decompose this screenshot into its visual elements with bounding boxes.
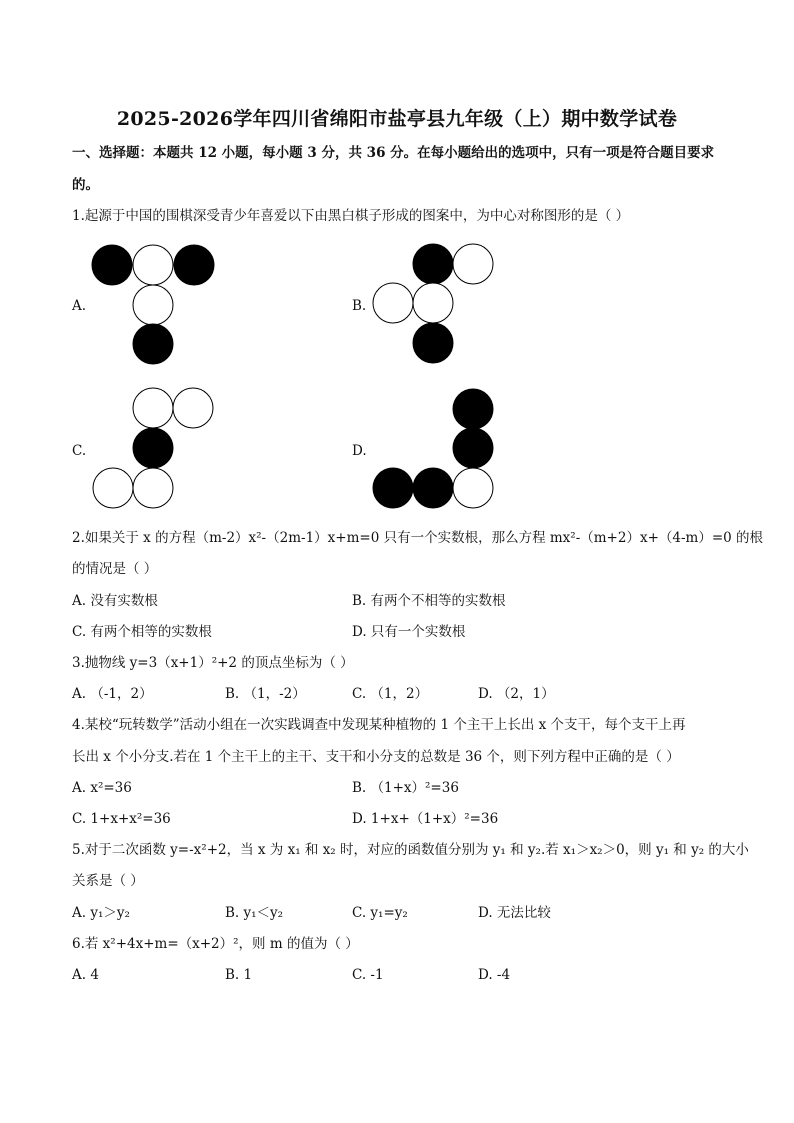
section-heading: 一、选择题：本题共 12 小题，每小题 3 分，共 36 分。在每小题给出的选项中，只有一项是符合题目要求	[72, 145, 715, 161]
q6-option-d: D. -4	[478, 967, 511, 983]
q6-option-b: B. 1	[225, 967, 253, 983]
white-stone	[133, 245, 173, 285]
black-stone	[453, 428, 493, 468]
page-title: 2025-2026学年四川省绵阳市盐亭县九年级（上）期中数学试卷	[116, 108, 678, 130]
white-stone	[453, 468, 493, 508]
white-stone	[373, 283, 413, 323]
black-stone	[453, 389, 493, 429]
q2-stem-cont: 的情况是（ ）	[72, 561, 158, 577]
black-stone	[92, 245, 132, 285]
black-stone	[174, 245, 214, 285]
white-stone	[453, 244, 493, 284]
black-stone	[413, 244, 453, 284]
q1-label-d: D.	[352, 443, 367, 459]
black-stone	[133, 324, 173, 364]
q2-option-b: B. 有两个不相等的实数根	[352, 593, 506, 609]
section-heading-cont: 的。	[72, 177, 99, 193]
q3-option-a: A. （-1，2）	[72, 686, 153, 702]
q4-option-d: D. 1+x+（1+x）²=36	[352, 811, 499, 827]
q4-stem: 4.某校“玩转数学”活动小组在一次实践调查中发现某种植物的 1 个主干上长出 x 个支干，每个支干上再	[72, 717, 686, 733]
q6-option-c: C. -1	[352, 967, 384, 983]
q2-stem: 2.如果关于 x 的方程（m-2）x²-（2m-1）x+m=0 只有一个实数根，那么方程 mx²-（m+2）x+（4-m）=0 的根	[72, 530, 764, 546]
q1-label-b: B.	[352, 298, 367, 314]
q1-label-c: C.	[72, 443, 87, 459]
q5-stem: 5.对于二次函数 y=-x²+2，当 x 为 x₁ 和 x₂ 时，对应的函数值分别为 y₁ 和 y₂.若 x₁＞x₂＞0，则 y₁ 和 y₂ 的大小	[72, 842, 749, 858]
q2-option-d: D. 只有一个实数根	[352, 624, 466, 640]
q4-option-b: B. （1+x）²=36	[352, 780, 459, 796]
q1-figure-a	[90, 242, 220, 367]
q3-option-d: D. （2，1）	[478, 686, 555, 702]
q4-option-c: C. 1+x+x²=36	[72, 811, 171, 827]
white-stone	[173, 388, 213, 428]
q1-figure-b	[368, 242, 498, 367]
q4-stem-cont: 长出 x 个小分支.若在 1 个主干上的主干、支干和小分支的总数是 36 个，则下列方程中正确的是（ ）	[72, 749, 680, 765]
q3-option-c: C. （1，2）	[352, 686, 429, 702]
q1-stem: 1.起源于中国的围棋深受青少年喜爱以下由黑白棋子形成的图案中，为中心对称图形的是（ ）	[72, 208, 630, 224]
white-stone	[133, 388, 173, 428]
q6-option-a: A. 4	[72, 967, 99, 983]
q5-option-c: C. y₁=y₂	[352, 905, 408, 921]
q2-option-a: A. 没有实数根	[72, 593, 158, 609]
white-stone	[413, 283, 453, 323]
white-stone	[93, 468, 133, 508]
black-stone	[413, 468, 453, 508]
q2-option-c: C. 有两个相等的实数根	[72, 624, 212, 640]
q3-option-b: B. （1，-2）	[225, 686, 306, 702]
q1-label-a: A.	[72, 298, 87, 314]
black-stone	[133, 428, 173, 468]
q5-stem-cont: 关系是（ ）	[72, 873, 144, 889]
black-stone	[413, 323, 453, 363]
white-stone	[133, 285, 173, 325]
q1-figure-c	[90, 386, 220, 511]
q5-option-b: B. y₁＜y₂	[225, 905, 284, 921]
q6-stem: 6.若 x²+4x+m=（x+2）²，则 m 的值为（ ）	[72, 936, 359, 952]
q3-stem: 3.抛物线 y=3（x+1）²+2 的顶点坐标为（ ）	[72, 655, 354, 671]
q1-figure-d	[368, 386, 498, 511]
q4-option-a: A. x²=36	[72, 780, 132, 796]
q5-option-d: D. 无法比较	[478, 905, 551, 921]
black-stone	[373, 468, 413, 508]
q5-option-a: A. y₁＞y₂	[72, 905, 130, 921]
white-stone	[133, 468, 173, 508]
